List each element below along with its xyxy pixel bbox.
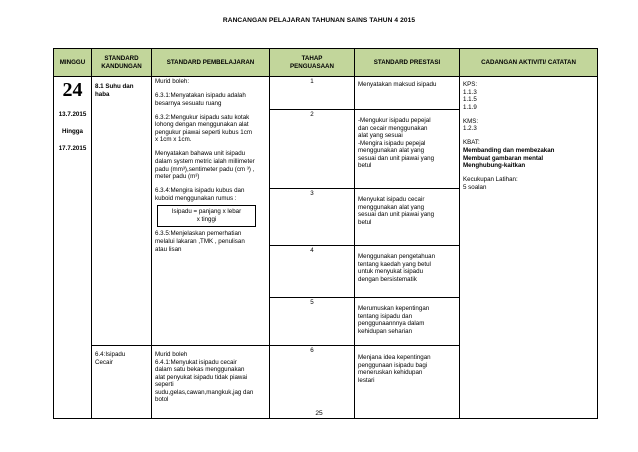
tahap-value: 5 [310,299,314,306]
kbat-item: Membanding dan membezakan [463,146,555,154]
week-date-to: Hingga [62,127,83,135]
tahap-value: 4 [310,247,314,254]
prestasi-line: penggunaannnya dalam [358,320,425,328]
prestasi-line: sesuai dan unit piawai yang [358,211,435,219]
sp-line: alat penyukat isipadu tidak piawai [155,373,248,381]
header-tahap-penguasaan [270,49,355,77]
tahap-cell-5 [270,298,355,346]
sp-line: Murid boleh: [155,78,190,85]
kms-item: 1.2.3 [463,125,477,133]
prestasi-line: -Mengukur isipadu pepejal [358,117,431,124]
prestasi-line: sesuai dan unit piawai yang [358,154,435,162]
sk-first-line2: haba [95,90,110,98]
tahap-value: 6 [310,347,314,354]
header-minggu-label: MINGGU [59,58,86,66]
page-number: 25 [315,410,323,417]
header-standard-kandungan-line2: KANDUNGAN [101,62,142,70]
header-cadangan-label: CADANGAN AKTIVITI/ CATATAN [481,58,576,66]
prestasi-cell-5 [355,298,460,346]
sp-line: besarnya sesuatu ruang [155,99,222,107]
tahap-value: 1 [310,78,314,85]
tahap-value: 3 [310,190,314,197]
tahap-cell-6 [270,346,355,419]
sk-second-line2: Cecair [95,358,113,366]
prestasi-cell-2 [355,110,460,189]
standard-kandungan-cell-2 [92,346,152,419]
prestasi-cell-6 [355,346,460,419]
prestasi-line: meneruskan kehidupan [358,369,423,377]
sp-line: 6.3.5:Menjelaskan pemerhatian [155,230,242,238]
prestasi-line: alat yang sesuai [358,132,403,140]
tahap-cell-3 [270,189,355,246]
lesson-plan-table [53,48,598,419]
kbat-item: Menghubung-kaitkan [463,162,526,170]
sp-line: sudu,gelas,cawan,mangkuk,jag dan [155,388,254,396]
prestasi-line: Merumuskan kepentingan [358,305,430,312]
prestasi-line: betul [358,162,372,170]
header-standard-prestasi-label: STANDARD PRESTASI [373,58,441,66]
sp-line: melalui lakaran ,TMK , penulisan [155,238,245,245]
tahap-cell-4 [270,246,355,298]
prestasi-line: dan cecair menggunakan [358,124,428,132]
header-standard-kandungan [92,49,152,77]
sp-line: lohong dengan menggunakan alat [155,121,249,129]
prestasi-cell-3 [355,189,460,246]
sp-line: dalam satu bekas menggunakan [155,366,245,374]
sp-line: padu (mm³),sentimeter padu (cm ³) , [155,165,255,173]
latihan-item: 5 soalan [463,183,487,191]
header-standard-kandungan-line1: STANDARD [104,54,139,62]
week-number: 24 [62,79,83,101]
prestasi-line: kehidupan seharian [358,327,413,335]
sp-line: Menyatakan bahawa unit isipadu [155,150,246,158]
kms-label: KMS: [463,117,479,125]
header-minggu [54,49,92,77]
prestasi-line: Menyukat isipadu cecair [358,196,425,203]
prestasi-line: tentang isipadu dan [358,312,413,320]
prestasi-line: penggunaan isipadu bagi [358,361,428,369]
prestasi-line: menggunakan alat yang [358,203,425,211]
prestasi-cell-1 [355,77,460,110]
week-date-end: 17.7.2015 [58,144,87,152]
kbat-item: Membuat gambaran mental [463,154,544,162]
kbat-label: KBAT: [463,139,480,147]
sp-line: dalam system metric ialah millimeter [155,158,255,165]
standard-kandungan-cell [92,77,152,346]
formula-line1: Isipadu = panjang x lebar [171,208,242,216]
prestasi-line: Menjana idea kepentingan [358,354,431,361]
tahap-cell-1 [270,77,355,110]
sp-line: 6.3.1:Menyatakan isipadu adalah [155,92,246,100]
sp-line: kuboid menggunakan rumus : [155,194,237,202]
prestasi-line: untuk menyukat isipadu [358,268,424,276]
prestasi-line: lestari [358,376,375,384]
tahap-cell-2 [270,110,355,189]
tahap-value: 2 [310,111,314,118]
cadangan-cell [460,77,598,419]
sp-line: x 1cm x 1cm. [155,136,192,144]
sp-line: 6.4.1:Menyukat isipadu cecair [155,358,237,366]
sp-line: meter padu (m³) [155,173,200,181]
sp-line: Murid boleh [155,351,188,358]
prestasi-line: Menyatakan maksud isipadu [358,81,437,88]
sp-line: seperti [155,381,174,389]
header-cadangan-aktiviti [460,49,598,77]
formula-line2: x tinggi [196,216,217,224]
kps-item: 1.1.9 [463,103,477,111]
formula-box [157,205,256,227]
kps-item: 1.1.3 [463,88,477,96]
standard-pembelajaran-cell [152,77,270,346]
header-standard-pembelajaran-label: STANDARD PEMBELAJARAN [166,58,255,66]
prestasi-cell-4 [355,246,460,298]
header-tahap-line1: TAHAP [301,54,323,62]
sp-line: pengukur piawai seperti kubus 1cm [155,128,252,136]
sp-line: 6.3.2:Mengukur isipadu satu kotak [155,113,250,121]
table-row [54,77,598,110]
sk-second-line1: 6.4:Isipadu [95,351,126,358]
header-tahap-line2: PENGUASAAN [289,62,334,70]
sp-line: botol [155,396,169,404]
header-standard-prestasi [355,49,460,77]
week-cell [54,77,92,419]
kps-label: KPS: [463,81,478,88]
kps-item: 1.1.5 [463,96,477,104]
prestasi-line: Menggunakan pengetahuan [358,253,436,260]
latihan-label: Kecukupan Latihan: [463,176,518,184]
table-header-row [54,49,598,77]
prestasi-line: tentang kaedah yang betul [358,260,431,268]
document-title: RANCANGAN PELAJARAN TAHUNAN SAINS TAHUN 4 2015 [222,17,416,24]
prestasi-line: dengan bersistematik [358,275,417,283]
prestasi-line: menggunakan alat yang [358,147,425,155]
week-date-start: 13.7.2015 [58,111,87,119]
sp-line: atau lisan [155,245,182,253]
prestasi-line: -Mengira isipadu pepejal [358,139,426,147]
header-standard-pembelajaran [152,49,270,77]
sk-first-line1: 8.1 Suhu dan [95,83,134,90]
standard-pembelajaran-cell-2 [152,346,270,419]
prestasi-line: betul [358,218,372,226]
sp-line: 6.3.4:Mengira isipadu kubus dan [155,187,245,195]
